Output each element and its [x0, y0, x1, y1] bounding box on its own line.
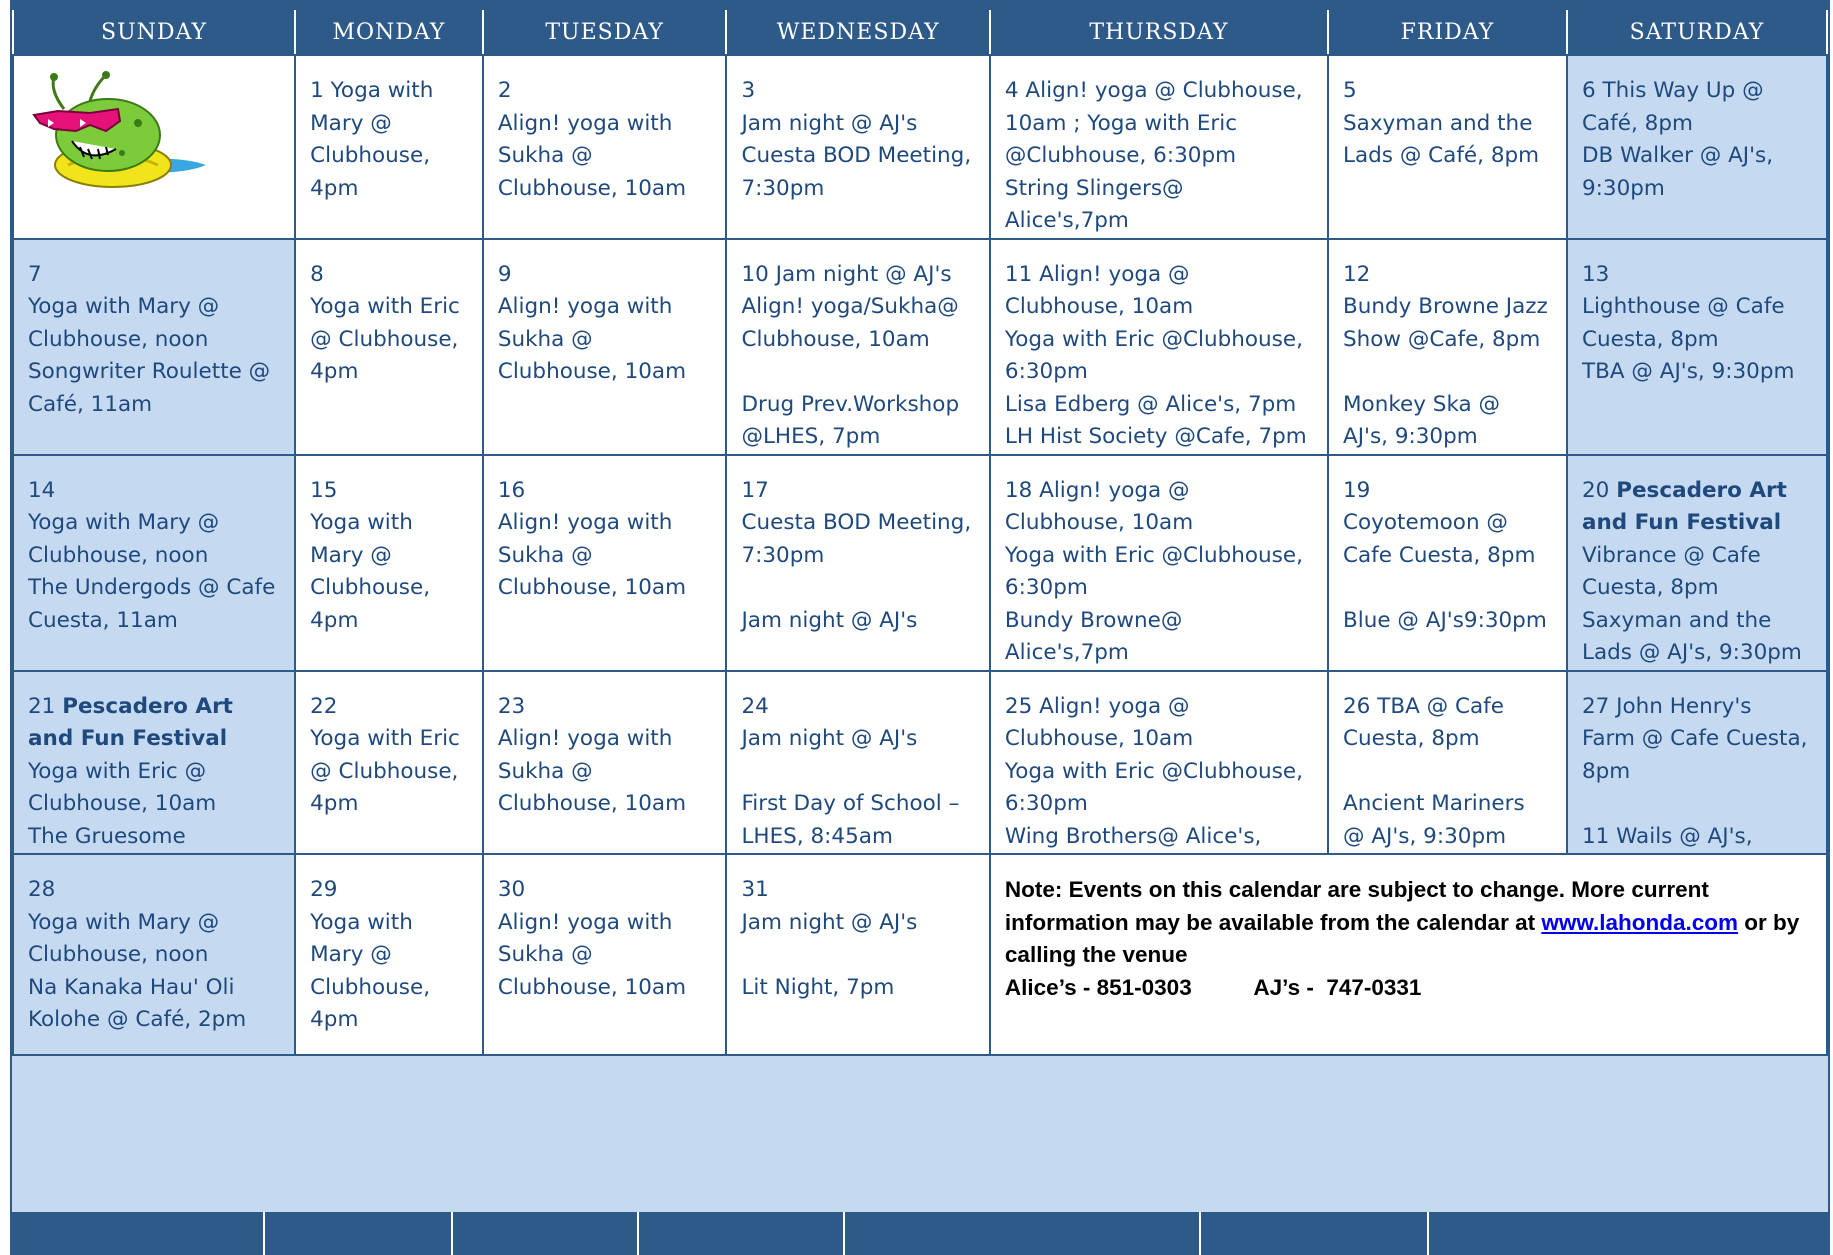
day-cell-17: [726, 455, 989, 671]
day-cell-29: [295, 854, 483, 1055]
day-cell-15: [295, 455, 483, 671]
event-line: Jam night @ AJ's: [741, 909, 918, 935]
day-number: 2: [497, 78, 512, 103]
calendar-note: [1005, 874, 1812, 972]
event-line: Alice's,7pm: [1004, 640, 1129, 665]
event-line: Sukha @: [497, 942, 593, 967]
footer-cell: [265, 1212, 453, 1255]
blank-line: [1343, 572, 1552, 605]
event-line: Align! yoga with: [497, 510, 673, 535]
event-line: 4pm: [310, 607, 359, 633]
event-line: @ AJ's, 9:30pm: [1343, 823, 1507, 849]
event-line: Clubhouse, noon: [28, 942, 209, 967]
day-number: 29: [310, 877, 338, 902]
calendar-table: [12, 10, 1828, 1056]
event-line: 11 Align! yoga @: [1004, 261, 1190, 287]
event-line: Na Kanaka Hau' Oli: [28, 974, 235, 1000]
event-line: Cuesta, 8pm: [1581, 326, 1719, 352]
event-line: Lads @ AJ's, 9:30pm: [1581, 640, 1802, 665]
event-line: 1 Yoga with: [310, 78, 434, 103]
event-line: Saxyman and the: [1581, 607, 1772, 633]
footer-cell: [453, 1212, 639, 1255]
week-row-3: [13, 455, 1827, 671]
event-line: Songwriter Roulette @: [28, 359, 271, 384]
event-line: 18 Align! yoga @: [1004, 477, 1190, 503]
event-line: Clubhouse, 10am: [497, 359, 687, 384]
event-line: Café, 8pm: [1581, 110, 1693, 136]
event-line: Yoga with Mary @: [28, 294, 220, 319]
event-line: Yoga with Eric: [310, 294, 460, 319]
day-header-thursday: THURSDAY: [990, 10, 1328, 55]
blank-line: [1582, 788, 1812, 821]
festival-line: [1582, 475, 1812, 540]
day-cell-1: [295, 55, 483, 239]
blank-line: [741, 939, 974, 972]
day-cell-13: [1567, 239, 1827, 455]
day-header-monday: MONDAY: [295, 10, 483, 55]
event-line: Align! yoga with: [497, 294, 673, 319]
venue-phones: [1005, 972, 1812, 1005]
event-line: Lighthouse @ Cafe: [1581, 294, 1785, 319]
day-number: 17: [741, 477, 769, 503]
event-line: Yoga with: [310, 909, 413, 935]
event-line: Align! yoga with: [497, 110, 673, 136]
note-text-end: or by calling the venue: [1004, 909, 1800, 967]
day-cell-3: [726, 55, 989, 239]
event-line: Clubhouse, 10am: [1004, 510, 1194, 535]
event-line: Cuesta BOD Meeting,: [741, 143, 972, 168]
event-line: Sukha @: [497, 326, 593, 352]
event-line: Cuesta BOD Meeting,: [741, 510, 972, 535]
event-line: @Clubhouse, 6:30pm: [1004, 143, 1237, 168]
event-line: 4pm: [310, 1007, 359, 1032]
festival-name: Pescadero Art and Fun Festival: [1581, 477, 1787, 535]
day-cell-logo: [13, 55, 295, 239]
day-number: 8: [310, 261, 324, 287]
event-line: Clubhouse, noon: [28, 542, 209, 568]
week-row-4: [13, 671, 1827, 855]
day-cell-12: [1328, 239, 1567, 455]
event-line: 6 This Way Up @: [1581, 78, 1764, 103]
event-line: Mary @: [310, 110, 392, 136]
day-header-sunday: SUNDAY: [13, 10, 295, 55]
event-line: Jam night @ AJ's: [741, 607, 918, 633]
day-number: 21: [28, 693, 56, 719]
event-line: LHES, 8:45am: [741, 823, 893, 849]
day-cell-25: [990, 671, 1328, 855]
day-cell-19: [1328, 455, 1567, 671]
day-number: 23: [497, 693, 526, 719]
day-cell-28: [13, 854, 295, 1055]
event-line: Yoga with Mary @: [28, 909, 220, 935]
week-row-5: [13, 854, 1827, 1055]
event-line: Cafe Cuesta, 8pm: [1343, 542, 1536, 568]
event-line: @LHES, 7pm: [741, 424, 881, 449]
event-line: Ancient Mariners: [1343, 791, 1525, 816]
event-line: LH Hist Society @Cafe, 7pm: [1004, 424, 1307, 449]
event-line: Yoga with Eric @Clubhouse,: [1004, 326, 1303, 352]
event-line: Clubhouse,: [310, 575, 431, 600]
blank-line: [1343, 756, 1552, 789]
event-line: 4pm: [310, 359, 359, 384]
event-line: First Day of School –: [741, 791, 960, 816]
event-line: 4pm: [310, 791, 359, 816]
event-line: Show @Cafe, 8pm: [1343, 326, 1541, 352]
event-line: 25 Align! yoga @: [1004, 693, 1190, 719]
event-line: Farm @ Cafe Cuesta,: [1581, 726, 1808, 751]
event-line: Clubhouse, noon: [28, 326, 209, 352]
alice-phone: Alice’s - 851-0303: [1004, 974, 1192, 1000]
footer-cell: [1201, 1212, 1429, 1255]
event-line: 9:30pm: [1581, 175, 1665, 201]
event-line: Clubhouse, 10am: [497, 575, 687, 600]
event-line: 6:30pm: [1004, 359, 1088, 384]
event-line: @ Clubhouse,: [310, 758, 459, 784]
day-cell-2: [483, 55, 727, 239]
footer-strip: [12, 1212, 1828, 1255]
event-line: Drug Prev.Workshop: [741, 391, 960, 417]
day-cell-16: [483, 455, 727, 671]
aj-phone: AJ’s - 747-0331: [1253, 974, 1422, 1000]
day-cell-11: [990, 239, 1328, 455]
event-line: Clubhouse,: [310, 974, 431, 1000]
event-line: 6:30pm: [1004, 575, 1088, 600]
day-number: 19: [1343, 477, 1371, 503]
day-cell-22: [295, 671, 483, 855]
event-line: Clubhouse, 10am: [497, 791, 687, 816]
day-number: 14: [28, 477, 56, 503]
event-line: Clubhouse, 10am: [1004, 726, 1194, 751]
event-line: Yoga with Eric: [310, 726, 460, 751]
event-line: Bundy Browne Jazz: [1343, 294, 1548, 319]
day-cell-21: [13, 671, 295, 855]
blank-line: [741, 356, 974, 389]
day-cell-8: [295, 239, 483, 455]
event-line: Lisa Edberg @ Alice's, 7pm: [1004, 391, 1297, 417]
day-header-wednesday: WEDNESDAY: [726, 10, 989, 55]
event-line: The Gruesome: [28, 823, 186, 849]
sunglasses-snail-icon: [28, 69, 218, 201]
event-line: @ Clubhouse,: [310, 326, 459, 352]
footer-cell: [639, 1212, 845, 1255]
event-line: 4 Align! yoga @ Clubhouse,: [1004, 78, 1303, 103]
event-line: 10am ; Yoga with Eric: [1004, 110, 1238, 136]
day-cell-4: [990, 55, 1328, 239]
event-line: Yoga with Eric @Clubhouse,: [1004, 758, 1303, 784]
weekday-header-row: [13, 10, 1827, 55]
footer-cell: [12, 1212, 265, 1255]
event-line: Jam night @ AJ's: [741, 726, 918, 751]
event-line: Sukha @: [497, 542, 593, 568]
event-line: Mary @: [310, 542, 392, 568]
event-line: 26 TBA @ Cafe: [1343, 693, 1504, 719]
day-number: 31: [741, 877, 769, 902]
event-line: Bundy Browne@: [1004, 607, 1183, 633]
event-line: The Undergods @ Cafe: [28, 575, 276, 600]
event-line: Clubhouse, 10am: [741, 326, 930, 352]
note-text: Note: Events on this calendar are subject to change. More current information may be available from the calendar at: [1004, 877, 1709, 935]
event-line: Wing Brothers@ Alice's,: [1004, 823, 1262, 849]
event-line: 11 Wails @ AJ's,: [1581, 823, 1753, 849]
week-row-1: [13, 55, 1827, 239]
event-line: Clubhouse, 10am: [1004, 294, 1194, 319]
event-line: 8pm: [1581, 758, 1631, 784]
event-line: AJ's, 9:30pm: [1343, 424, 1478, 449]
event-line: Café, 11am: [28, 391, 153, 417]
event-line: Saxyman and the: [1343, 110, 1533, 136]
festival-line: [28, 691, 280, 756]
event-line: 7:30pm: [741, 542, 825, 568]
event-line: Blue @ AJ's9:30pm: [1343, 607, 1547, 633]
event-line: Align! yoga with: [497, 726, 673, 751]
event-line: Align! yoga with: [497, 909, 673, 935]
day-header-tuesday: TUESDAY: [483, 10, 727, 55]
day-number: 30: [497, 877, 526, 902]
day-cell-24: [726, 671, 989, 855]
event-line: Yoga with Mary @: [28, 510, 220, 535]
footer-cell: [1429, 1212, 1828, 1255]
day-number: 16: [497, 477, 526, 503]
week-row-2: [13, 239, 1827, 455]
day-header-saturday: SATURDAY: [1567, 10, 1827, 55]
blank-line: [741, 572, 974, 605]
event-line: Yoga with Eric @: [28, 758, 207, 784]
day-cell-18: [990, 455, 1328, 671]
event-line: 7:30pm: [741, 175, 825, 201]
event-line: Clubhouse, 10am: [497, 974, 687, 1000]
event-line: Kolohe @ Café, 2pm: [28, 1007, 247, 1032]
event-line: Clubhouse, 10am: [28, 791, 217, 816]
day-number: 5: [1343, 78, 1357, 103]
event-line: Align! yoga/Sukha@: [741, 294, 959, 319]
day-number: 22: [310, 693, 338, 719]
event-line: Lads @ Café, 8pm: [1343, 143, 1540, 168]
day-number: 15: [310, 477, 338, 503]
day-number: 7: [28, 261, 42, 287]
event-line: Vibrance @ Cafe: [1581, 542, 1761, 568]
event-line: Mary @: [310, 942, 392, 967]
day-number: 13: [1581, 261, 1610, 287]
day-cell-5: [1328, 55, 1567, 239]
day-cell-10: [726, 239, 989, 455]
day-number: 24: [741, 693, 769, 719]
event-line: 27 John Henry's: [1581, 693, 1752, 719]
event-line: 10 Jam night @ AJ's: [741, 261, 952, 287]
event-line: Yoga with Eric @Clubhouse,: [1004, 542, 1303, 568]
event-line: Jam night @ AJ's: [741, 110, 918, 136]
event-line: Clubhouse, 10am: [497, 175, 687, 201]
event-line: 4pm: [310, 175, 359, 201]
event-line: Sukha @: [497, 758, 593, 784]
day-cell-26: [1328, 671, 1567, 855]
event-line: TBA @ AJ's, 9:30pm: [1581, 359, 1795, 384]
event-line: 6:30pm: [1004, 791, 1088, 816]
event-line: Coyotemoon @: [1343, 510, 1508, 535]
day-number: 3: [741, 78, 756, 103]
event-line: Monkey Ska @: [1343, 391, 1501, 417]
day-cell-7: [13, 239, 295, 455]
day-cell-23: [483, 671, 727, 855]
day-number: 20: [1581, 477, 1610, 503]
day-cell-31: [726, 854, 989, 1055]
day-number: 9: [497, 261, 512, 287]
day-cell-27: [1567, 671, 1827, 855]
day-cell-14: [13, 455, 295, 671]
blank-line: [1343, 356, 1552, 389]
day-cell-6: [1567, 55, 1827, 239]
day-cell-30: [483, 854, 727, 1055]
event-line: Yoga with: [310, 510, 413, 535]
blank-line: [741, 756, 974, 789]
day-cell-9: [483, 239, 727, 455]
event-line: DB Walker @ AJ's,: [1581, 143, 1774, 168]
event-line: Lit Night, 7pm: [741, 974, 895, 1000]
day-cell-20: [1567, 455, 1827, 671]
festival-name: Pescadero Art and Fun Festival: [28, 693, 233, 751]
event-line: String Slingers@ Alice's,7pm: [1004, 175, 1184, 233]
day-header-friday: FRIDAY: [1328, 10, 1567, 55]
calendar-note-cell: [990, 854, 1827, 1055]
event-line: Cuesta, 8pm: [1343, 726, 1480, 751]
event-line: Cuesta, 11am: [28, 607, 178, 633]
day-number: 12: [1343, 261, 1371, 287]
day-number: 28: [28, 877, 56, 902]
footer-cell: [845, 1212, 1201, 1255]
event-line: Sukha @: [497, 143, 593, 168]
event-line: Clubhouse,: [310, 143, 431, 168]
event-line: Cuesta, 8pm: [1581, 575, 1719, 600]
lahonda-link[interactable]: www.lahonda.com: [1541, 909, 1739, 935]
